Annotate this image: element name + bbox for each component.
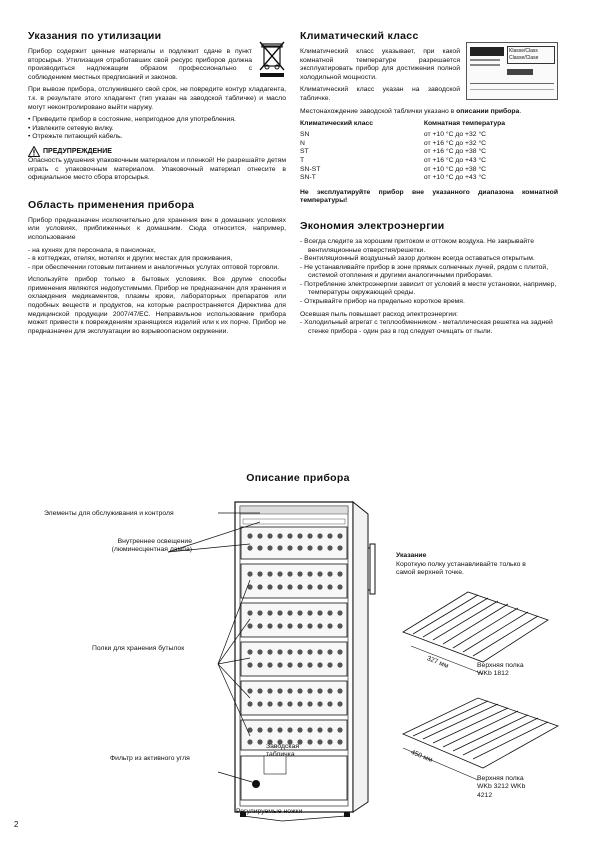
table-row: SN от +10 °C до +32 °C — [300, 131, 487, 139]
climate-heading: Климатический класс — [300, 30, 419, 42]
lighting-label: Внутреннее освещение (люминесцентная лампа) — [111, 538, 192, 554]
usage-paragraph-1: Прибор предназначен исключительно для хранения вин в домашних условиях или условиях, приближенных к домашним. Сюда относится, например, использование — [28, 216, 286, 241]
list-item: • Отрежьте питающий кабель. — [28, 133, 286, 142]
climate-table — [300, 120, 558, 183]
list-item: • Приведите прибор в состояние, непригодное для употребления. — [28, 116, 286, 125]
table-header-row — [300, 120, 558, 131]
energy-dust-paragraph: Осевшая пыль повышает расход электроэнергии: — [300, 310, 458, 318]
dimension-327: 327 мм — [425, 655, 450, 671]
note-title: Указание — [396, 552, 427, 559]
table-row: T от +16 °C до +43 °C — [300, 156, 487, 164]
usage-list — [28, 247, 286, 273]
feet-label: Регулируемые ножки — [236, 808, 303, 815]
column-header-class: Климатический класс — [300, 120, 374, 128]
shelf-1-label: Верхняя полка WKb 1812 — [477, 662, 524, 678]
table-row: SN-ST от +10 °C до +38 °C — [300, 165, 487, 173]
disposal-paragraph-2: При вывозе прибора, отслужившего свой срок, не повредите контур хладагента, т.к. в результате этого хладагент (тип указан на заводской табличке) и масло могут неконтролировано выйти наружу. — [28, 86, 286, 111]
filter-label: Фильтр из активного угля — [110, 755, 190, 762]
warning-triangle-icon — [28, 146, 40, 157]
shelf-2-label: Верхняя полка WKb 3212 WKb 4212 — [477, 775, 526, 799]
disposal-steps — [28, 116, 286, 142]
climate-note: Не эксплуатируйте прибор вне указанного диапазона комнатной температуры! — [300, 188, 558, 205]
note-text: Короткую полку устанавливайте только в самой верхней точке. — [396, 561, 526, 577]
disposal-paragraph-1: Прибор содержит ценные материалы и подлежит сдаче в пункт вторсырья. Утилизация отработавших свой ресурс приборов должна производиться надлежащим образом профессионально с соблюдением местных предписаний и законов. — [28, 48, 252, 81]
disposal-section — [28, 30, 286, 183]
disposal-heading: Указания по утилизации — [28, 30, 162, 42]
list-item: - Вентиляционный воздушный зазор должен всегда оставаться открытым. — [300, 255, 558, 264]
list-item: - при обеспечении готовым питанием и аналогичных услугах оптовой торговли. — [28, 264, 286, 273]
table-row: SN-T от +10 °C до +43 °C — [300, 174, 487, 182]
climate-paragraph-1: Климатический класс указывает, при какой комнатной температуре разрешается эксплуатировать прибор для достижения полной холодильной мощности. — [300, 48, 460, 81]
list-item: - Открывайте прибор на предельно короткое время. — [300, 298, 558, 307]
climate-section — [300, 30, 558, 206]
dimension-450: 450 мм — [409, 749, 434, 765]
list-item: - Холодильный агрегат с теплообменником - металлическая решетка на задней стенке прибора - один раз в год следует очищать от пыли. — [300, 319, 558, 336]
list-item: • Извлеките сетевую вилку. — [28, 125, 286, 134]
rating-plate-image — [466, 42, 558, 100]
usage-heading: Область применения прибора — [28, 198, 195, 211]
page-number: 2 — [14, 820, 19, 829]
climate-paragraph-3: Местонахождение заводской таблички указано в описании прибора. — [300, 107, 522, 115]
table-row: N от +16 °C до +32 °C — [300, 139, 487, 147]
shelves-label: Полки для хранения бутылок — [92, 645, 185, 652]
appliance-diagram — [28, 472, 568, 832]
energy-section — [300, 220, 558, 337]
list-item: - в коттеджах, отелях, мотелях и других местах для проживания, — [28, 255, 286, 264]
list-item: - Не устанавливайте прибор в зоне прямых солнечных лучей, рядом с плитой, системой отопления и другими аналогичными приборами. — [300, 264, 558, 281]
list-item: - Всегда следите за хорошим притоком и оттоком воздуха. Не закрывайте вентиляционные отверстия/решетки. — [300, 238, 558, 255]
usage-section — [28, 199, 286, 337]
rating-plate-label: Заводская табличка — [266, 743, 299, 759]
list-item: - на кухнях для персонала, в пансионах, — [28, 247, 286, 256]
energy-heading: Экономия электроэнергии — [300, 219, 445, 232]
table-row: ST от +16 °C до +38 °C — [300, 148, 487, 156]
column-header-temp: Комнатная температура — [423, 120, 506, 128]
energy-list — [300, 238, 558, 307]
warning-text: Опасность удушения упаковочным материалом и пленкой! Не разрешайте детям играть с упаковочным материалом. Упаковочный материал отнесите в официальное место сбора вторсырья. — [28, 156, 286, 182]
usage-paragraph-2: Используйте прибор только в бытовых условиях. Все другие способы применения являются недопустимыми. Прибор не предназначен для хранения и охлаждения медикаментов, плазмы крови, лабораторных препаратов или подобных веществ и продуктов, на которые распространяется Директива для медицинской продукции 2007/47/ЕС. Неправильное использование прибора может привести к повреждениям хранящихся изделий или к их порче. Прибор не предназначен для эксплуатации во взрывоопасном окружении. — [28, 276, 286, 335]
right-column — [300, 30, 558, 340]
diagram-heading: Описание прибора — [246, 472, 350, 484]
list-item: - Потребление электроэнергии зависит от условий в месте установки, например, температуры окружающей среды. — [300, 281, 558, 298]
climate-paragraph-2: Климатический класс указан на заводской табличке. — [300, 86, 460, 102]
warning-heading: ПРЕДУПРЕЖДЕНИЕ — [28, 146, 286, 157]
plate-class-label: Klasse/Class Classe/Clase — [507, 46, 555, 64]
energy-dust-list — [300, 319, 558, 336]
crossed-bin-icon — [258, 40, 286, 78]
controls-label: Элементы для обслуживания и контроля — [44, 510, 174, 517]
left-column — [28, 30, 286, 340]
